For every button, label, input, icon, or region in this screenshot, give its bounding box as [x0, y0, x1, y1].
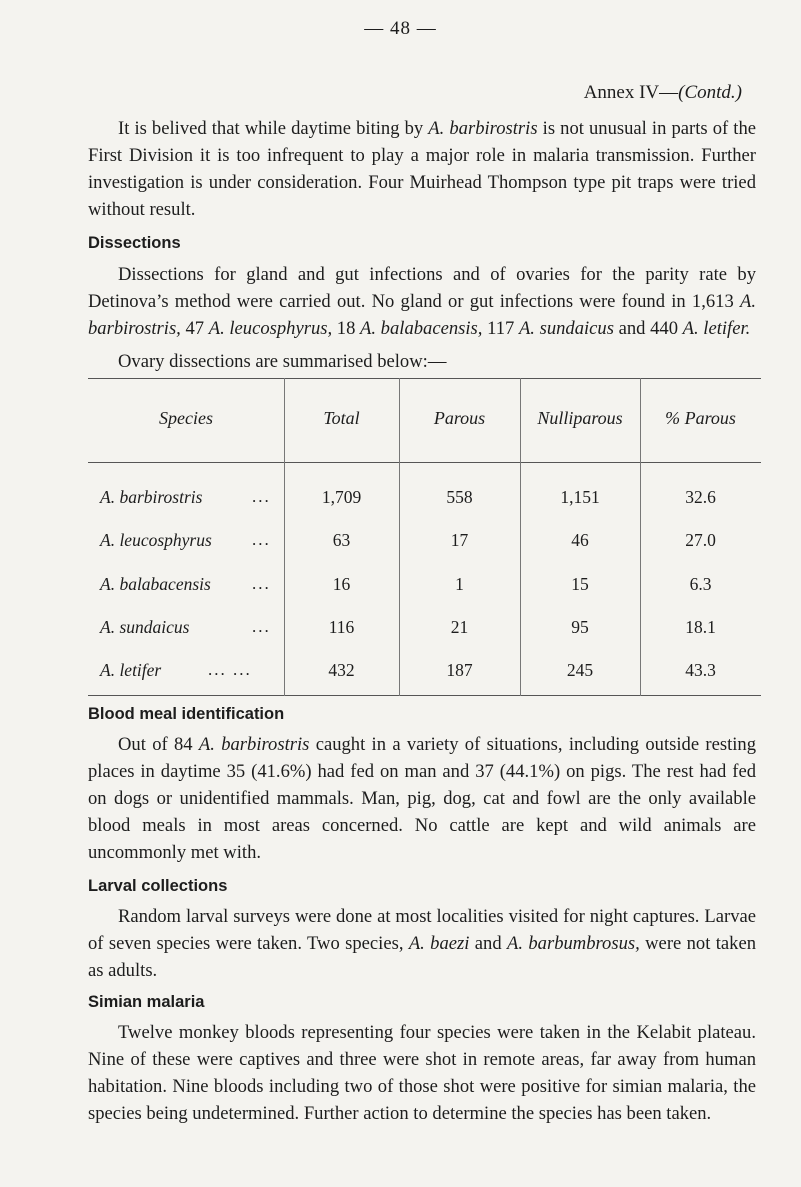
nulliparous-cell: 1,151 [560, 487, 600, 507]
parous-cell: 558 [446, 487, 473, 507]
summary-line: Ovary dissections are summarised below:— [118, 351, 447, 372]
dissections-paragraph: Dissections for gland and gut infections and of ovaries for the parity rate by Detinova’s method were carried out. No gland or gut infections were found in 1,613 A. barbirostris, 47 A. leucosphyrus, 18 A. balabacensis, 117 A. sundaicus and 440 A. letifer. [88, 264, 756, 339]
pct-cell: 43.3 [685, 660, 716, 680]
pct-cell: 18.1 [685, 617, 716, 637]
nulliparous-cell: 245 [566, 660, 594, 680]
ovary-dissections-table [88, 378, 761, 696]
total-cell: 432 [328, 660, 355, 680]
parous-cell: 1 [455, 574, 464, 594]
total-cell: 16 [332, 574, 351, 594]
header-nulliparous: Nulliparous [537, 408, 623, 428]
total-cell: 1,709 [321, 487, 362, 507]
header-species: Species [159, 408, 213, 428]
header-total: Total [323, 408, 360, 428]
total-cell: 116 [328, 617, 355, 637]
intro-paragraph: It is belived that while daytime biting by A. barbirostris is not unusual in parts of the First Division it is too infrequent to play a major role in malaria transmission. Further investigation is under consideration. Four Muirhead Thompson type pit traps were tried without result. [88, 118, 756, 220]
annex-label: Annex IV—(Contd.) [583, 82, 742, 103]
header-parous: Parous [433, 408, 486, 428]
nulliparous-cell: 46 [571, 530, 589, 550]
simian-heading: Simian malaria [88, 993, 205, 1011]
parous-cell: 17 [450, 530, 469, 550]
simian-paragraph: Twelve monkey bloods representing four species were taken in the Kelabit plateau. Nine of these were captives and three were shot in remote areas, far away from human habitation. Nine bloods including two of those shot were positive for simian malaria, the species being undetermined. Further action to determine the species has been taken. [88, 1022, 756, 1124]
leader-dots: ... [252, 530, 271, 549]
nulliparous-cell: 95 [571, 617, 589, 637]
leader-dots: ... [252, 574, 271, 593]
leader-dots: ... [252, 617, 271, 636]
annex-contd: (Contd.) [678, 82, 742, 103]
nulliparous-cell: 15 [571, 574, 589, 594]
dissections-heading: Dissections [88, 234, 181, 252]
total-cell: 63 [332, 530, 351, 550]
species-cell: A. leucosphyrus [100, 530, 212, 550]
page-number: — 48 — [364, 18, 437, 39]
species-cell: A. letifer [100, 660, 162, 680]
parous-cell: 21 [450, 617, 469, 637]
leader-dots: ... [252, 487, 271, 506]
larval-heading: Larval collections [88, 877, 228, 895]
species-cell: A. barbirostris [100, 487, 203, 507]
blood-meal-paragraph: Out of 84 A. barbirostris caught in a variety of situations, including outside resting places in daytime 35 (41.6%) had fed on man and 37 (44.1%) on pigs. The rest had fed on dogs or unidentified mammals. Man, pig, dog, cat and fowl are the only available blood meals in most areas concerned. No cattle are kept and wild animals are uncommonly met with. [88, 734, 756, 863]
pct-cell: 27.0 [685, 530, 716, 550]
pct-cell: 6.3 [689, 574, 712, 594]
blood-meal-heading: Blood meal identification [88, 705, 285, 723]
larval-paragraph: Random larval surveys were done at most localities visited for night captures. Larvae of seven species were taken. Two species, A. baezi and A. barbumbrosus, were not taken as adults. [88, 906, 756, 981]
header-pct-parous: % Parous [665, 408, 736, 428]
parous-cell: 187 [446, 660, 473, 680]
pct-cell: 32.6 [685, 487, 716, 507]
species-cell: A. sundaicus [100, 617, 190, 637]
leader-dots: ... ... [208, 660, 252, 679]
species-cell: A. balabacensis [100, 574, 211, 594]
